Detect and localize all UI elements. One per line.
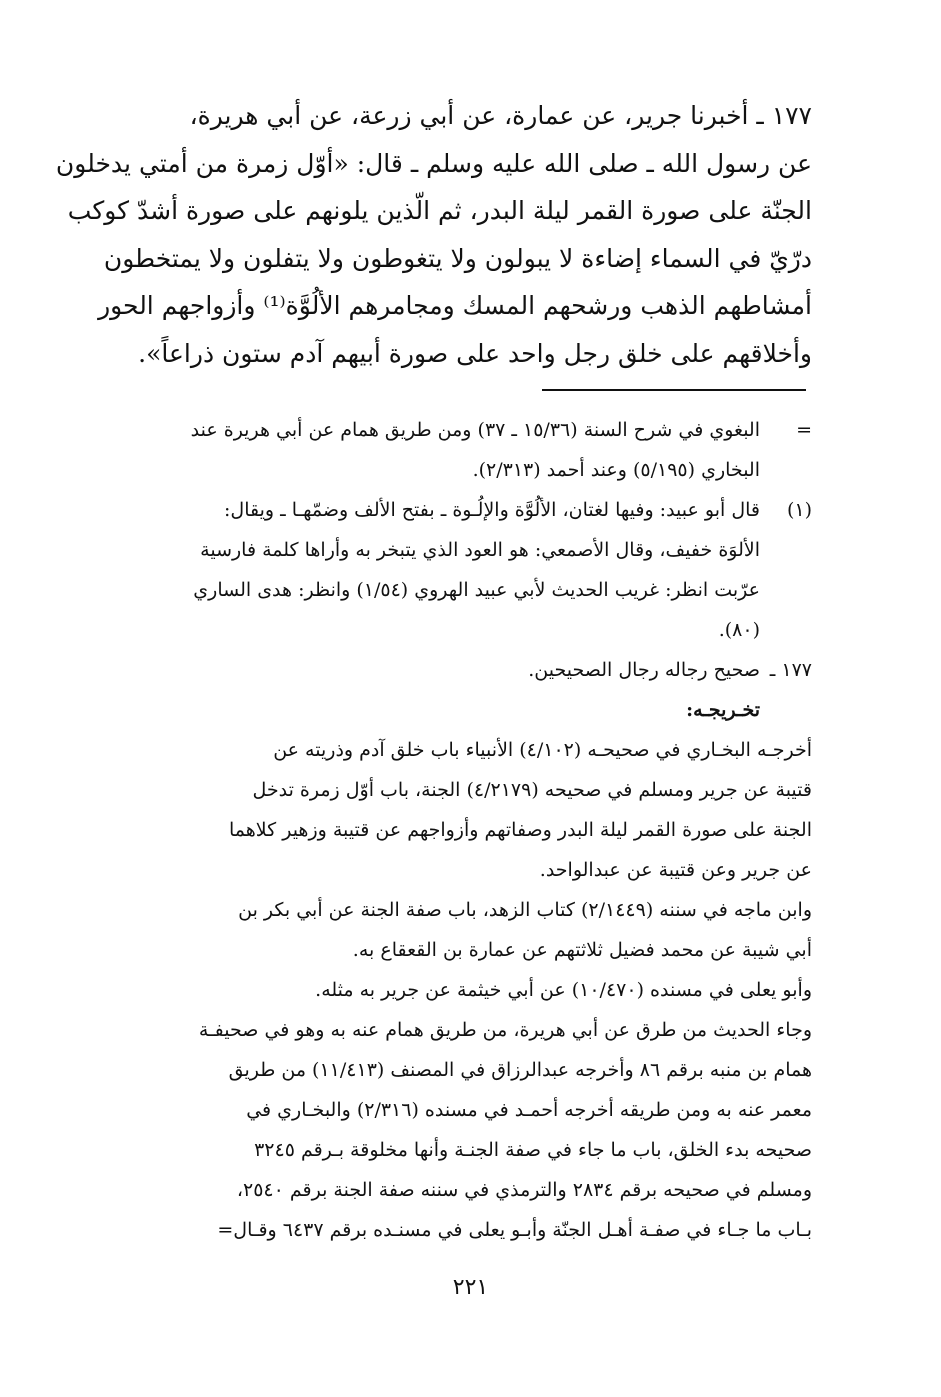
- hadith-line: أمشاطهم الذهب ورشحهم المسك ومجامرهم الألُوَّة⁽¹⁾ وأزواجهم الحور: [98, 291, 812, 320]
- hadith-line: الجنّة على صورة القمر ليلة البدر، ثم الّذين يلونهم على صورة أشدّ كوكب: [67, 196, 812, 225]
- hadith-text-block: [55, 92, 812, 377]
- hadith-line: ١٧٧ ـ أخبرنا جرير، عن عمارة، عن أبي زرعة، عن أبي هريرة،: [189, 101, 812, 130]
- hadith-line: وأخلاقهم على خلق رجل واحد على صورة أبيهم آدم ستون ذراعاً».: [138, 338, 812, 368]
- hadith-line: درّيّ في السماء إضاءة لا يبولون ولا يتغوطون ولا يتفلون ولا يمتخطون: [103, 243, 812, 273]
- footnote-line: البغوي في شرح السنة (١٥/٣٦ ـ ٣٧) ومن طريق همام عن أبي هريرة عند: [190, 419, 760, 441]
- footnote-line: (٨٠).: [718, 619, 760, 641]
- footnotes-block: [118, 410, 812, 1250]
- page-number: ٢٢١: [452, 1275, 489, 1300]
- takhrij-line: ومسلم في صحيحه برقم ٢٨٣٤ والترمذي في سننه صفة الجنة برقم ٢٥٤٠،: [236, 1179, 812, 1201]
- takhrij-paragraph: [118, 730, 812, 890]
- takhrij-line: وأبو يعلى في مسنده (١٠/٤٧٠) عن أبي خيثمة عن جرير به مثله.: [315, 979, 812, 1001]
- footnote-marker: (١): [786, 499, 812, 521]
- hadith-paragraph: [55, 92, 812, 377]
- takhrij-line: وابن ماجه في سننه (٢/١٤٤٩) كتاب الزهد، باب صفة الجنة عن أبي بكر بن: [238, 899, 812, 921]
- takhrij-paragraph: [118, 890, 812, 970]
- hadith-line: عن رسول الله ـ صلى الله عليه وسلم ـ قال: «أوّل زمرة من أمتي يدخلون: [55, 148, 812, 178]
- grading-marker: ١٧٧ ـ: [769, 659, 812, 681]
- takhrij-line: أبي شيبة عن محمد فضيل ثلاثتهم عن عمارة بن القعقاع به.: [352, 939, 812, 961]
- takhrij-line: وجاء الحديث من طرق عن أبي هريرة، من طريق همام عنه به وهو في صحيفـة: [198, 1019, 812, 1041]
- takhrij-heading: تخـريجـه:: [686, 699, 760, 721]
- footnote-1: [118, 490, 812, 650]
- takhrij-line: معمر عنه به ومن طريقه أخرجه أحمـد في مسنده (٢/٣١٦) والبخـاري في: [246, 1099, 812, 1121]
- takhrij-line: قتيبة عن جرير ومسلم في صحيحه (٤/٢١٧٩) الجنة، باب أوّل زمرة تدخل: [252, 779, 812, 801]
- takhrij-line: عن جرير وعن قتيبة عن عبدالواحد.: [539, 859, 812, 881]
- footnote-continuation: [118, 410, 812, 490]
- footnote-line: الألوَة خفيف، وقال الأصمعي: هو العود الذي يتبخر به وأراها كلمة فارسية: [200, 539, 760, 561]
- takhrij-line: بـاب ما جـاء في صفـة أهـل الجنّة وأبـو يعلى في مسنـده برقم ٦٤٣٧ وقـال=: [217, 1219, 812, 1241]
- takhrij-line: صحيحه بدء الخلق، باب ما جاء في صفة الجنـة وأنها مخلوقة بـرقم ٣٢٤٥: [254, 1139, 812, 1161]
- grading-text: صحيح رجاله رجال الصحيحين.: [528, 659, 760, 681]
- footnote-line: قال أبو عبيد: وفيها لغتان، الألُوَّة والإلُـوة ـ بفتح الألف وضمّهـا ـ ويقال:: [224, 499, 760, 521]
- takhrij-line: الجنة على صورة القمر ليلة البدر وصفاتهم وأزواجهم عن قتيبة وزهير كلاهما: [229, 819, 812, 841]
- footnote-line: عرّبت انظر: غريب الحديث لأبي عبيد الهروي (١/٥٤) وانظر: هدى الساري: [193, 579, 760, 601]
- footnote-divider: [542, 389, 806, 391]
- grading-note: [118, 650, 812, 690]
- footnote-line: البخاري (٥/١٩٥) وعند أحمد (٢/٣١٣).: [472, 459, 760, 481]
- takhrij-paragraph: [118, 970, 812, 1010]
- takhrij-line: همام بن منبه برقم ٨٦ وأخرجه عبدالرزاق في المصنف (١١/٤١٣) من طريق: [228, 1059, 812, 1081]
- takhrij-line: أخرجـه البخـاري في صحيحـه (٤/١٠٢) الأنبياء باب خلق آدم وذريته عن: [273, 739, 812, 761]
- takhrij-paragraph: [118, 1010, 812, 1250]
- footnote-marker: =: [796, 419, 812, 441]
